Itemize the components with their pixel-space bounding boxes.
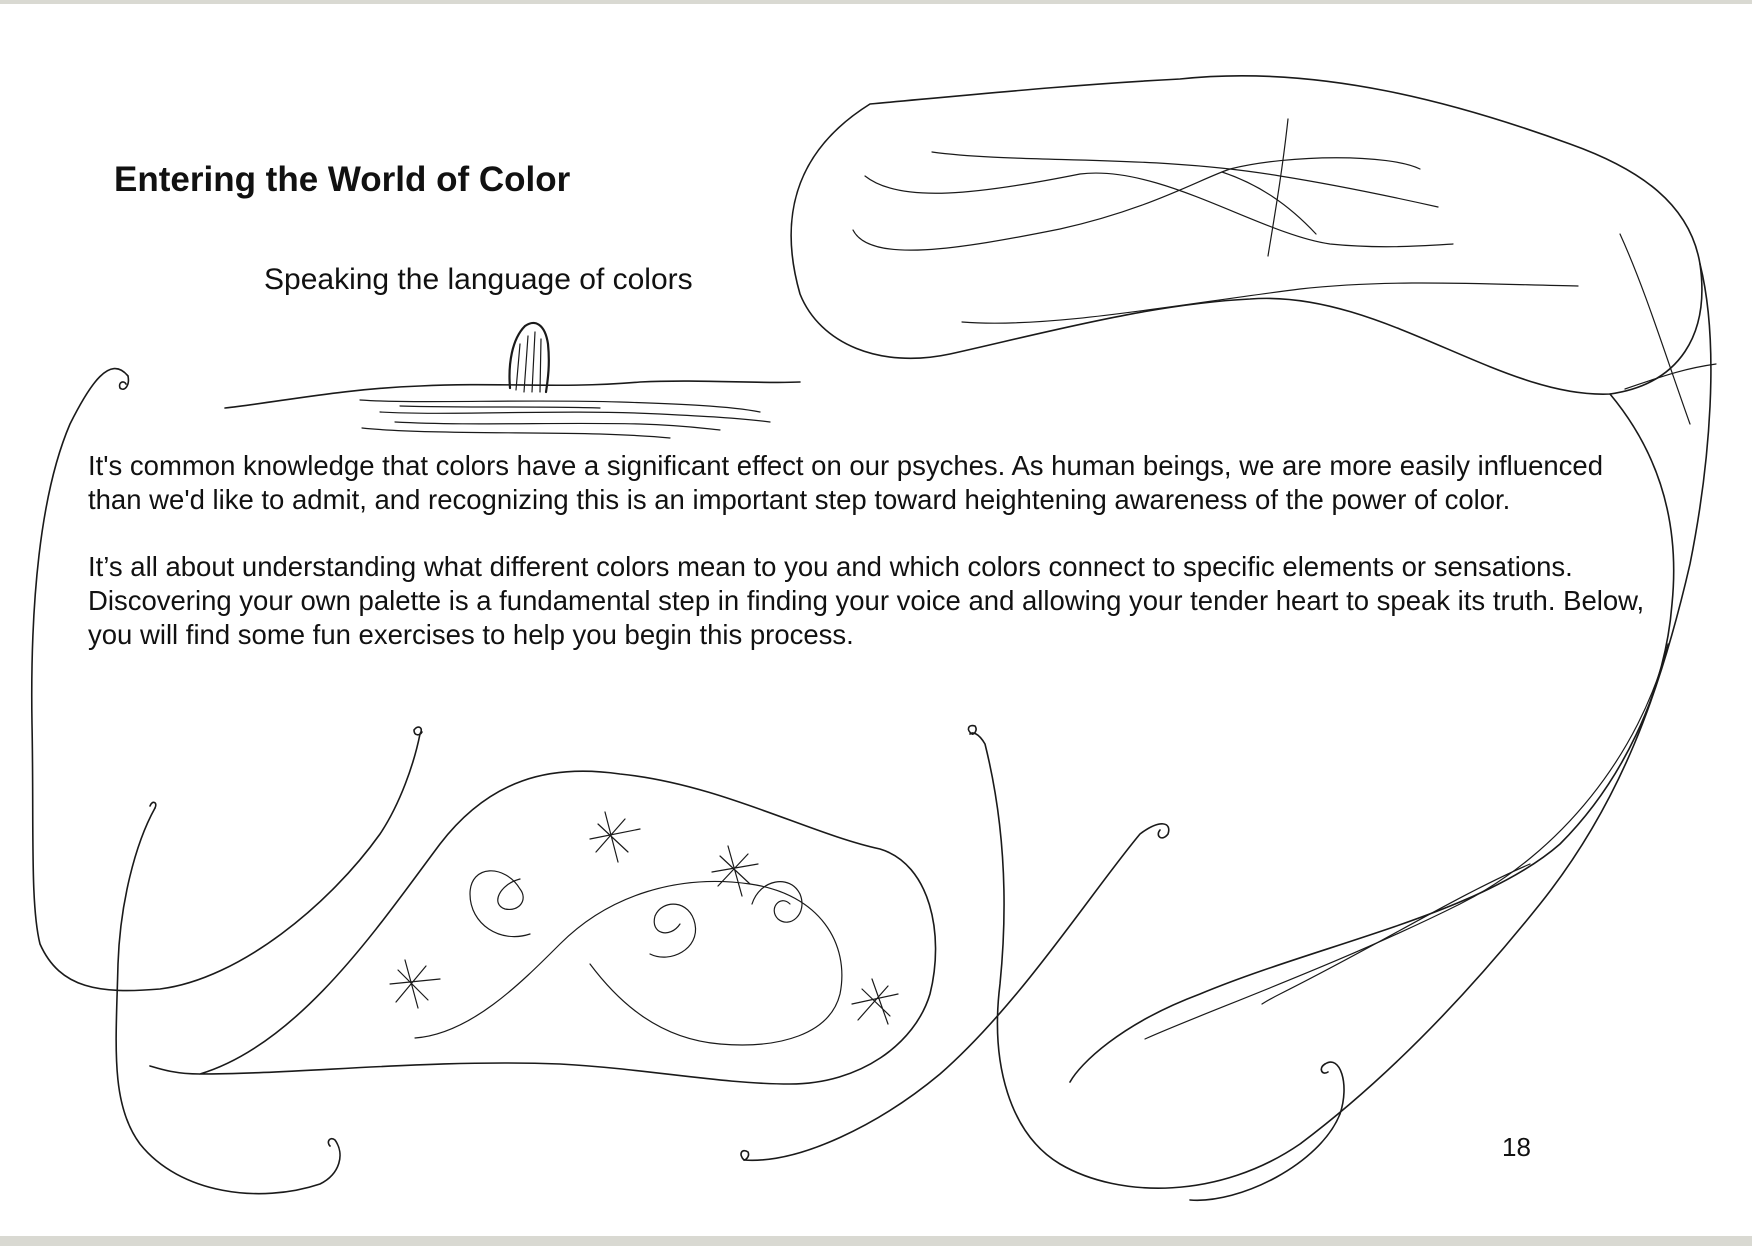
- page-title: Entering the World of Color: [114, 160, 571, 199]
- star-doodle-icon: [390, 812, 898, 1024]
- whale-tail-icon: [225, 323, 800, 438]
- cloud-doodle-icon: [791, 76, 1716, 424]
- swirl-doodle-icon: [150, 771, 936, 1084]
- vine-doodle-icon: [741, 264, 1711, 1200]
- body-text: [88, 449, 1648, 685]
- paragraph-2: It’s all about understanding what different colors mean to you and which colors connect to specific elements or sensations. Discovering your own palette is a fundamental step in finding your voice and allowing your tender heart to speak its truth. Below, you will find some fun exercises to help you begin this process.: [88, 551, 1645, 650]
- paragraph-1: It's common knowledge that colors have a significant effect on our psyches. As human beings, we are more easily influenced than we'd like to admit, and recognizing this is an important step toward heightening awareness of the power of color.: [88, 450, 1604, 515]
- page: [0, 4, 1752, 1236]
- page-number: 18: [1502, 1132, 1531, 1162]
- page-subtitle: Speaking the language of colors: [264, 263, 693, 296]
